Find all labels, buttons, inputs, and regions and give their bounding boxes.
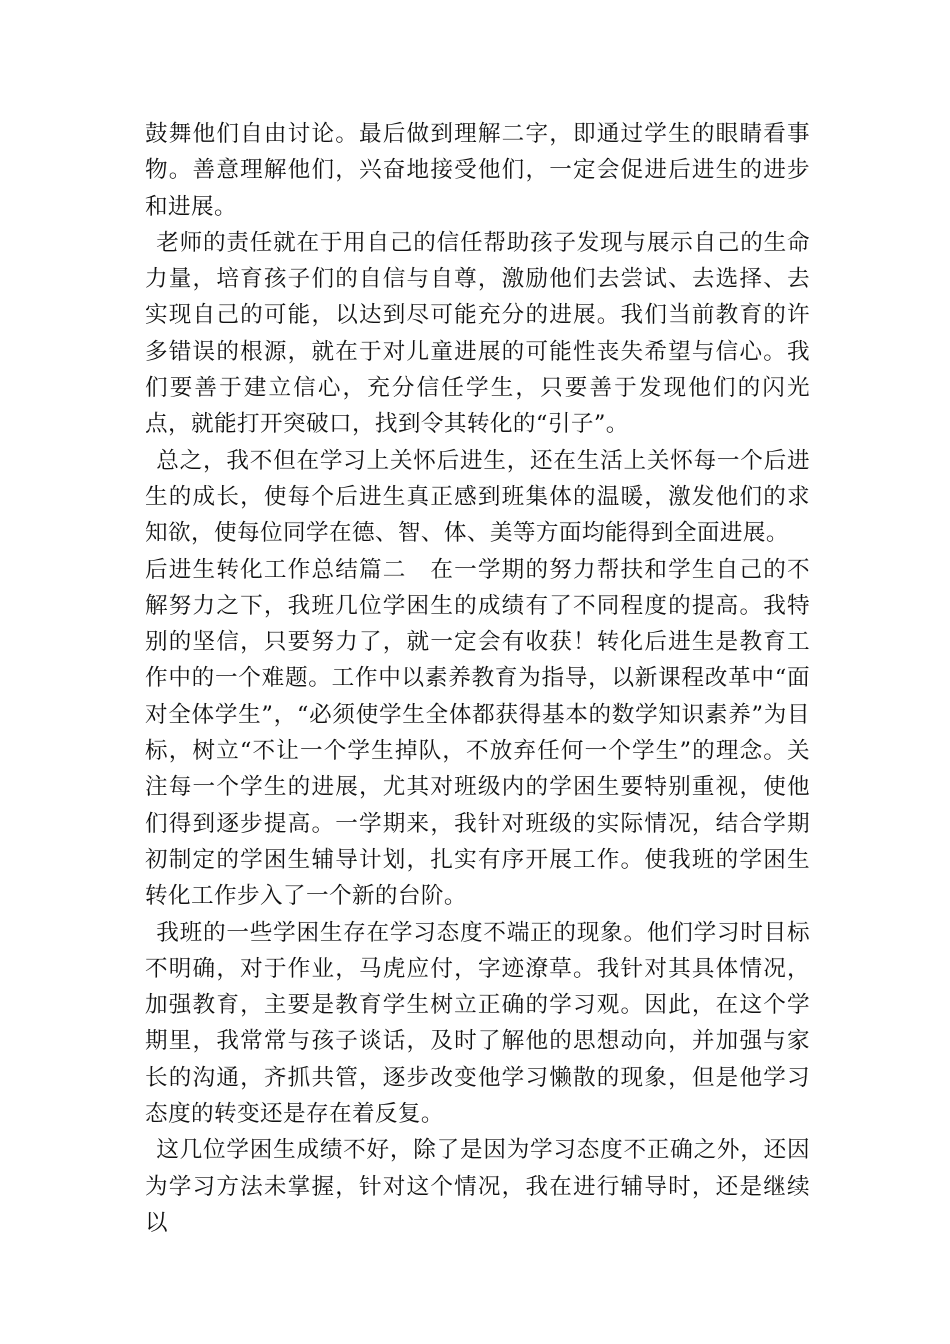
paragraph-6: 这几位学困生成绩不好，除了是因为学习态度不正确之外，还因为学习方法未掌握，针对这个情况，我在进行辅导时，还是继续以	[145, 1137, 810, 1236]
paragraph-2: 老师的责任就在于用自己的信任帮助孩子发现与展示自己的生命力量，培育孩子们的自信与自尊，激励他们去尝试、去选择、去实现自己的可能，以达到尽可能充分的进展。我们当前教育的许多错误的根源，就在于对儿童进展的可能性丧失希望与信心。我们要善于建立信心，充分信任学生，只要善于发现他们的闪光点，就能打开突破口，找到令其转化的“引子”。	[145, 229, 810, 438]
document-body	[145, 116, 810, 1241]
paragraph-3: 总之，我不但在学习上关怀后进生，还在生活上关怀每一个后进生的成长，使每个后进生真正感到班集体的温暖，激发他们的求知欲，使每位同学在德、智、体、美等方面均能得到全面进展。	[145, 447, 810, 547]
paragraph-5: 我班的一些学困生存在学习态度不端正的现象。他们学习时目标不明确，对于作业，马虎应付，字迹潦草。我针对其具体情况，加强教育，主要是教育学生树立正确的学习观。因此，在这个学期里，我常常与孩子谈话，及时了解他的思想动向，并加强与家长的沟通，齐抓共管，逐步改变他学习懒散的现象，但是他学习态度的转变还是存在着反复。	[145, 919, 810, 1128]
paragraph-1: 鼓舞他们自由讨论。最后做到理解二字，即通过学生的眼睛看事物。善意理解他们，兴奋地接受他们，一定会促进后进生的进步和进展。	[145, 121, 810, 220]
paragraph-4: 后进生转化工作总结篇二 在一学期的努力帮扶和学生自己的不解努力之下，我班几位学困生的成绩有了不同程度的提高。我特别的坚信，只要努力了，就一定会有收获！转化后进生是教育工作中的一个难题。工作中以素养教育为指导，以新课程改革中“面对全体学生”，“必须使学生全体都获得基本的数学知识素养”为目标，树立“不让一个学生掉队，不放弃任何一个学生”的理念。关注每一个学生的进展，尤其对班级内的学困生要特别重视，使他们得到逐步提高。一学期来，我针对班级的实际情况，结合学期初制定的学困生辅导计划，扎实有序开展工作。使我班的学困生转化工作步入了一个新的台阶。	[145, 556, 810, 910]
